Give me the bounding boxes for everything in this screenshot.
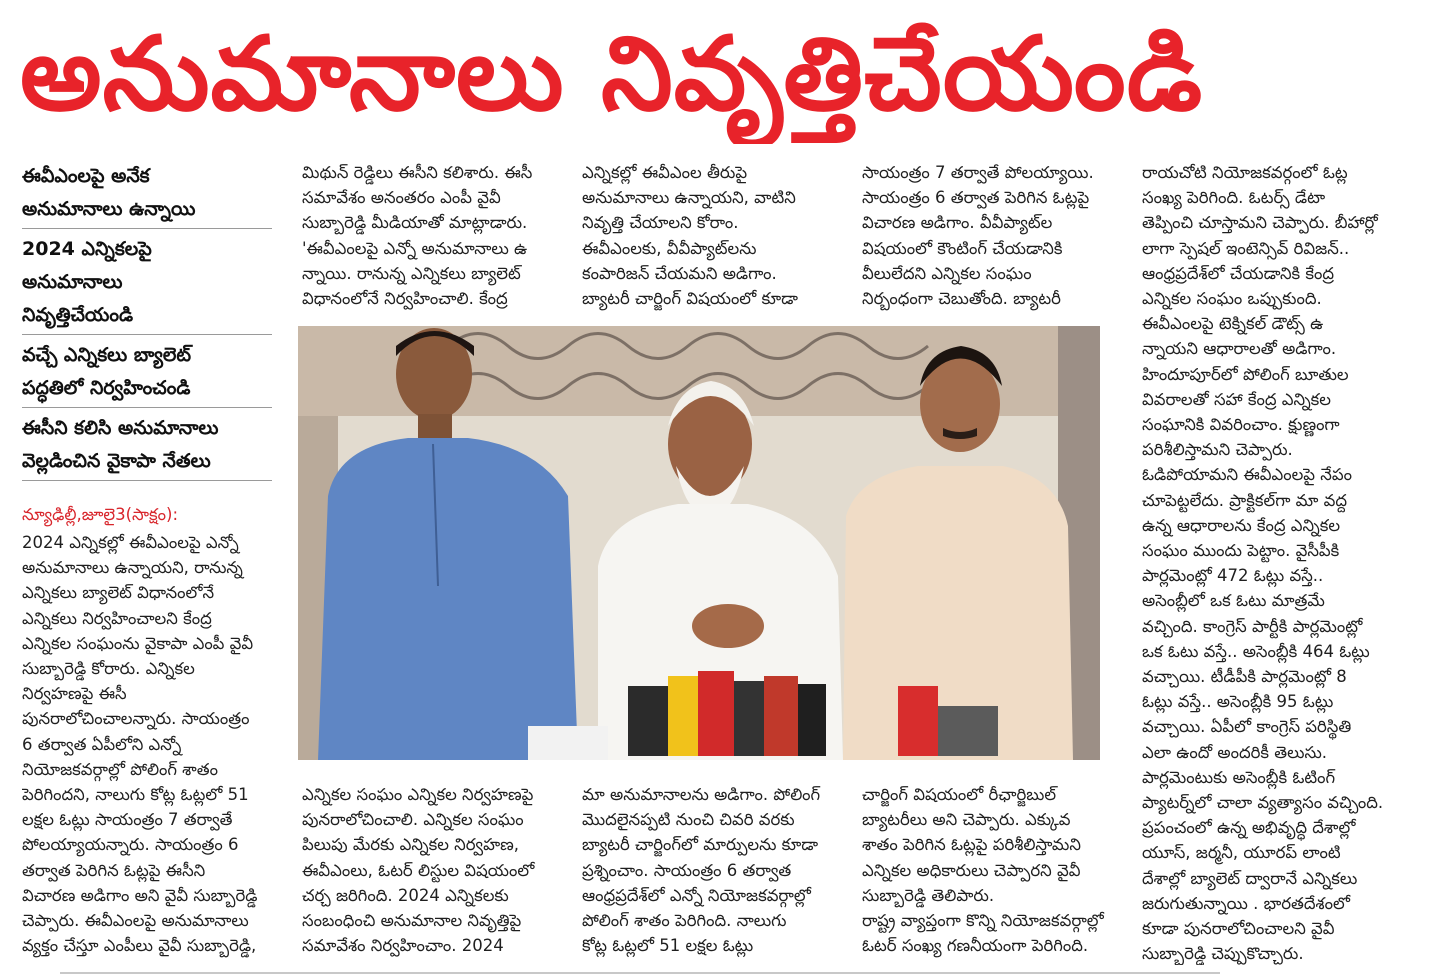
column-4-top <box>862 160 1130 316</box>
body-text-line: ప్రశ్నించాం. సాయంత్రం 6 తర్వాత <box>582 860 792 880</box>
column-4-bottom <box>862 782 1130 962</box>
highlight-item <box>22 408 272 481</box>
body-text-line: ఆంధ్రప్రదేశ్‌లో చేయడానికి కేంద్ర <box>1142 263 1335 283</box>
body-text-line: పునరాలోచించాలన్నారు. సాయంత్రం <box>22 709 250 729</box>
body-text-line: ఓటర్ సంఖ్య గణనీయంగా పెరిగింది. <box>862 936 1089 956</box>
body-text-line: తర్వాత పెరిగిన ఓట్లపై ఈసీని <box>22 860 206 880</box>
highlights-box <box>22 156 272 481</box>
body-text-line: విచారణ అడిగాం అని వైవీ సుబ్బారెడ్డి <box>22 885 258 905</box>
body-text-line: నివృత్తి చేయాలని కోరాం. <box>582 213 739 233</box>
body-text-line: వీలులేదని ఎన్నికల సంఘం <box>862 263 1032 283</box>
body-text-line: ఉన్న ఆధారాలను కేంద్ర ఎన్నికల <box>1142 515 1341 535</box>
body-text-line: రాయచోటి నియోజకవర్గంలో ఓట్ల <box>1142 163 1348 182</box>
body-text-line: పోలింగ్ శాతం పెరిగింది. నాలుగు <box>582 911 787 931</box>
body-text-line: పార్లమెంటుకు అసెంబ్లీకి ఓటింగ్ <box>1142 767 1336 787</box>
body-text-line: సుబ్బారెడ్డి తెలిపారు. <box>862 885 995 905</box>
highlight-line: 2024 ఎన్నికలపై <box>22 238 152 260</box>
body-text-line: సంఘం ముందు పెట్టాం. వైసీపీకి <box>1142 541 1340 561</box>
body-text-line: ఎన్నికల సంఘం ఒప్పుకుంది. <box>1142 289 1322 309</box>
highlight-item <box>22 335 272 408</box>
column-5-body <box>1142 160 1432 965</box>
body-text-line: ఎన్నికల సంఘం ఎన్నికల నిర్వహణపై <box>302 785 534 804</box>
headline: అనుమానాలు నివృత్తిచేయండి <box>20 15 1204 134</box>
body-text-line: సంబంధించి అనుమానాల నివృత్తిపై <box>302 911 522 931</box>
dateline: న్యూఢిల్లీ,జూలై3(సాక్షం): <box>22 505 179 524</box>
body-text-line: బ్యాటరీలు అని చెప్పారు. ఎక్కువ <box>862 810 1071 830</box>
highlight-line: ఈవీఎంలపై అనేక <box>22 165 150 187</box>
highlight-line: వచ్చే ఎన్నికలు బ్యాలెట్ <box>22 344 192 366</box>
body-text-line: అనుమానాలు ఉన్నాయని, వాటిని <box>582 188 796 208</box>
body-text-line: విచారణ అడిగాం. వీవీప్యాట్‌ల <box>862 213 1053 233</box>
body-text-line: సాయంత్రం 7 తర్వాతే పోలయ్యాయి. <box>862 163 1094 182</box>
highlight-item <box>22 229 272 335</box>
body-text-line: మొదలైనప్పటి నుంచి చివరి వరకు <box>582 810 795 830</box>
body-text-line: యూస్, జర్మనీ, యూరప్ లాంటి <box>1142 843 1341 863</box>
body-text-line: అసెంబ్లీలో ఒక ఓటు మాత్రమే <box>1142 591 1325 611</box>
body-text-line: కోట్ల ఓట్లలో 51 లక్షల ఓట్లు <box>582 936 754 956</box>
body-text-line: లక్షల ఓట్లు సాయంత్రం 7 తర్వాతే <box>22 810 233 830</box>
body-text-line: సంఘానికి వివరించాం. క్షుణ్ణంగా <box>1142 415 1340 435</box>
body-text-line: ప్రపంచంలో ఉన్న అభివృద్ధి దేశాల్లో <box>1142 818 1356 838</box>
body-text-line: ఈవీఎంలకు, వీవీప్యాట్‌లను <box>582 238 757 258</box>
body-text-line: జరుగుతున్నాయి . భారతదేశంలో <box>1142 893 1350 913</box>
body-text-line: ఎన్నికల సంఘంను వైకాపా ఎంపీ వైవీ <box>22 633 254 653</box>
body-text-line: బ్యాటరీ చార్జింగ్‌లో మార్పులను కూడా <box>582 835 819 855</box>
body-text-line: ప్యాటర్న్‌లో చాలా వ్యత్యాసం వచ్చింది. <box>1142 793 1384 813</box>
body-text-line: ఎలా ఉందో అందరికీ తెలుసు. <box>1142 742 1328 762</box>
highlight-line: అనుమానాలు ఉన్నాయి <box>22 198 196 220</box>
highlight-line: వెల్లడించిన వైకాపా నేతలు <box>22 450 211 472</box>
body-text-line: అనుమానాలు ఉన్నాయని, రానున్న <box>22 558 243 578</box>
body-text-line: వ్యక్తం చేస్తూ ఎంపీలు వైవీ సుబ్బారెడ్డి, <box>22 936 257 956</box>
body-text-line: వచ్చాయి. టీడీపీకి పార్లమెంట్లో 8 <box>1142 667 1347 687</box>
body-text-line: ఎన్నికల అధికారులు చెప్పారని వైవీ <box>862 860 1081 880</box>
body-text-line: సాయంత్రం 6 తర్వాత పెరిగిన ఓట్లపై <box>862 188 1090 208</box>
body-text-line: వివరాలతో సహా కేంద్ర ఎన్నికల <box>1142 389 1331 409</box>
column-1-body <box>22 530 284 960</box>
bottom-rule <box>60 972 1220 974</box>
body-text-line: ఈవీఎంలపై టెక్నికల్ డౌట్స్ ఉ <box>1142 314 1324 334</box>
body-text-line: 'ఈవీఎంలపై ఎన్నో అనుమానాలు ఉ <box>302 238 528 258</box>
body-text-line: శాతం పెరిగిన ఓట్లపై పరిశీలిస్తామని <box>862 835 1081 855</box>
body-text-line: చెప్పారు. ఈవీఎంలపై అనుమానాలు <box>22 911 249 931</box>
body-text-line: ఓట్లు వస్తే.. అసెంబ్లీకి 95 ఓట్లు <box>1142 692 1334 712</box>
body-text-line: ఆంధ్రప్రదేశ్‌లో ఎన్నో నియోజకవర్గాల్లో <box>582 885 811 905</box>
body-text-line: దేశాల్లో బ్యాలెట్ ద్వారానే ఎన్నికలు <box>1142 868 1358 888</box>
body-text-line: వచ్చింది. కాంగ్రెస్ పార్టీకి పార్లమెంట్లో <box>1142 616 1363 636</box>
body-text-line: మిథున్ రెడ్డిలు ఈసీని కలిశారు. ఈసీ <box>302 163 533 182</box>
column-2-top <box>302 160 570 316</box>
body-text-line: చూపెట్టలేదు. ప్రాక్టికల్‌గా మా వద్ద <box>1142 490 1348 510</box>
body-text-line: విధానంలోనే నిర్వహించాలి. కేంద్ర <box>302 289 508 309</box>
column-2-bottom <box>302 782 570 962</box>
body-text-line: కంపారిజన్ చేయమని అడిగాం. <box>582 263 777 283</box>
body-text-line: వచ్చాయి. ఏపీలో కాంగ్రెస్ పరిస్థితి <box>1142 717 1352 737</box>
body-text-line: సుబ్బారెడ్డి కోరారు. ఎన్నికల <box>22 659 195 679</box>
body-text-line: పరిశీలిస్తామని చెప్పారు. <box>1142 440 1293 460</box>
body-text-line: లాగా స్పెషల్ ఇంటెన్సివ్ రివిజన్.. <box>1142 238 1350 258</box>
body-text-line: 2024 ఎన్నికల్లో ఈవీఎంలపై ఎన్నో <box>22 533 239 552</box>
highlight-line: అనుమానాలు <box>22 271 123 293</box>
body-text-line: సుబ్బారెడ్డి మీడియాతో మాట్లాడారు. <box>302 213 528 233</box>
body-text-line: నియోజకవర్గాల్లో పోలింగ్ శాతం <box>22 759 218 779</box>
highlight-line: పద్ధతిలో నిర్వహించండి <box>22 377 191 399</box>
column-3-bottom <box>582 782 850 962</box>
body-text-line: సమావేశం అనంతరం ఎంపీ వైవీ <box>302 188 501 208</box>
body-text-line: నిర్బంధంగా చెబుతోంది. బ్యాటరీ <box>862 289 1061 309</box>
press-conference-photo <box>298 326 1100 760</box>
body-text-line: పిలుపు మేరకు ఎన్నికల నిర్వహణ, <box>302 835 519 855</box>
body-text-line: రాష్ట్ర వ్యాప్తంగా కొన్ని నియోజకవర్గాల్లో <box>862 911 1104 931</box>
body-text-line: తెప్పించి చూస్తామని చెప్పారు. బీహార్లో <box>1142 213 1378 233</box>
body-text-line: ఓడిపోయామని ఈవీఎంలపై నేపం <box>1142 465 1352 485</box>
body-text-line: హిందూపూర్‌లో పోలింగ్ బూతుల <box>1142 364 1349 384</box>
highlight-line: ఈసీని కలిసి అనుమానాలు <box>22 417 219 439</box>
body-text-line: సమావేశం నిర్వహించాం. 2024 <box>302 936 504 956</box>
body-text-line: పోలయ్యాయన్నారు. సాయంత్రం 6 <box>22 835 239 855</box>
body-text-line: నిర్వహణపై ఈసీ <box>22 684 127 704</box>
body-text-line: 6 తర్వాత ఏపీలోని ఎన్నో <box>22 734 182 754</box>
body-text-line: విషయంలో కౌంటింగ్ చేయడానికి <box>862 238 1063 258</box>
body-text-line: కూడా పునరాలోచించాలని వైవీ <box>1142 919 1335 939</box>
body-text-line: ఎన్నికలు నిర్వహించాలని కేంద్ర <box>22 608 212 628</box>
body-text-line: ఎన్నికలు బ్యాలెట్ విధానంలోనే <box>22 583 215 603</box>
body-text-line: పునరాలోచించాలి. ఎన్నికల సంఘం <box>302 810 524 830</box>
body-text-line: చార్జింగ్ విషయంలో రీఛార్జిబుల్ <box>862 785 1057 804</box>
body-text-line: న్నాయని ఆధారాలతో అడిగాం. <box>1142 339 1337 359</box>
body-text-line: పెరిగిందని, నాలుగు కోట్ల ఓట్లలో 51 <box>22 785 249 805</box>
body-text-line: చర్చ జరిగింది. 2024 ఎన్నికలకు <box>302 885 509 905</box>
body-text-line: ఎన్నికల్లో ఈవీఎంల తీరుపై <box>582 163 748 182</box>
body-text-line: పార్లమెంట్లో 472 ఓట్లు వస్తే.. <box>1142 566 1324 586</box>
body-text-line: ఒక ఓటు వస్తే.. అసెంబ్లీకి 464 ఓట్లు <box>1142 641 1370 661</box>
body-text-line: మా అనుమానాలను అడిగాం. పోలింగ్ <box>582 785 821 804</box>
column-3-top <box>582 160 850 316</box>
highlight-line: నివృత్తిచేయండి <box>22 304 134 326</box>
body-text-line: బ్యాటరీ చార్జింగ్ విషయంలో కూడా <box>582 289 798 309</box>
body-text-line: ఈవీఎంలు, ఓటర్ లిస్టుల విషయంలో <box>302 860 535 880</box>
body-text-line: న్నాయి. రానున్న ఎన్నికలు బ్యాలెట్ <box>302 263 521 283</box>
highlight-item <box>22 156 272 229</box>
body-text-line: సుబ్బారెడ్డి చెప్పుకొచ్చారు. <box>1142 944 1304 964</box>
body-text-line: సంఖ్య పెరిగింది. ఓటర్స్ డేటా <box>1142 188 1326 208</box>
